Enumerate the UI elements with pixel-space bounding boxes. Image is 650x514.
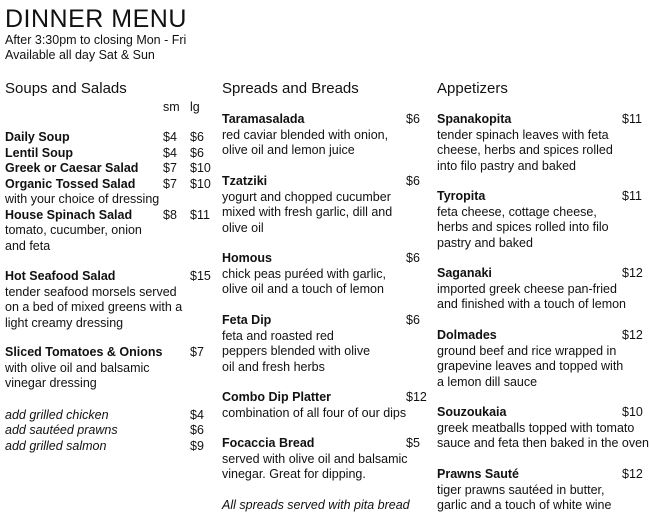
size-header xyxy=(5,100,215,116)
item-description: feta and roasted red peppers blended with olive oil and fresh herbs xyxy=(222,328,371,374)
size-sm-label: sm xyxy=(163,100,180,114)
item-price: $12 xyxy=(622,328,643,342)
item-description: served with olive oil and balsamic vinegar. Great for dipping. xyxy=(222,451,408,481)
item-description: tender spinach leaves with feta cheese, herbs and spices rolled into filo pastry and baked xyxy=(437,127,613,173)
item-name: Greek or Caesar Salad xyxy=(5,161,139,175)
item-description: with your choice of dressing xyxy=(5,192,160,206)
menu-item-lentil-soup xyxy=(5,146,215,162)
menu-item-souzoukaia xyxy=(437,405,647,467)
item-price-lg: $10 xyxy=(190,176,211,191)
item-description: imported greek cheese pan-fried and finished with a touch of lemon xyxy=(437,281,627,311)
item-description: tiger prawns sautéed in butter, garlic and a touch of white wine xyxy=(437,482,612,512)
item-name: Souzoukaia xyxy=(437,405,507,419)
item-price-sm: $8 xyxy=(163,207,177,222)
appetizers-column xyxy=(437,80,647,514)
item-name: Feta Dip xyxy=(222,313,272,327)
item-name: Organic Tossed Salad xyxy=(5,176,136,191)
hours-line-weekday: After 3:30pm to closing Mon - Fri xyxy=(5,33,187,47)
menu-item-feta-dip xyxy=(222,313,427,390)
menu-item-prawns-saute xyxy=(437,467,647,514)
item-description: greek meatballs topped with tomato sauce and feta then baked in the oven xyxy=(437,420,649,450)
addon-grilled-salmon xyxy=(5,439,215,455)
item-price: $15 xyxy=(190,269,211,283)
menu-item-taramasalada xyxy=(222,112,427,174)
item-name: Dolmades xyxy=(437,328,497,342)
addon-name: add grilled salmon xyxy=(5,438,107,453)
item-price: $6 xyxy=(406,112,420,126)
menu-item-combo-dip-platter xyxy=(222,390,427,436)
item-price-lg: $6 xyxy=(190,130,204,144)
item-name: Sliced Tomatoes & Onions xyxy=(5,345,163,359)
item-description: ground beef and rice wrapped in grapevine leaves and topped with a lemon dill sauce xyxy=(437,343,624,389)
menu-item-daily-soup xyxy=(5,130,215,146)
item-description: tender seafood morsels served on a bed of mixed greens with a light creamy dressing xyxy=(5,284,183,330)
item-price: $11 xyxy=(622,189,642,203)
spreads-breads-column xyxy=(222,80,427,514)
menu-item-organic-tossed-salad xyxy=(5,177,215,208)
item-price: $6 xyxy=(406,251,420,265)
item-description: yogurt and chopped cucumber mixed with fresh garlic, dill and olive oil xyxy=(222,189,393,235)
addon-price: $9 xyxy=(190,438,204,453)
menu-item-sliced-tomatoes xyxy=(5,345,215,392)
item-name: Taramasalada xyxy=(222,112,305,126)
menu-item-house-spinach-salad xyxy=(5,208,215,255)
menu-item-homous xyxy=(222,251,427,313)
addon-sauteed-prawns xyxy=(5,423,215,439)
size-lg-label: lg xyxy=(190,100,200,114)
item-name: Homous xyxy=(222,251,272,265)
addon-name: add sautéed prawns xyxy=(5,423,118,437)
spreads-note: All spreads served with pita bread xyxy=(222,498,410,512)
item-name: Tyropita xyxy=(437,189,486,203)
item-name: Spanakopita xyxy=(437,112,512,126)
item-price: $11 xyxy=(622,112,642,126)
item-price-lg: $10 xyxy=(190,161,211,175)
item-description: red caviar blended with onion, olive oil and lemon juice xyxy=(222,127,389,157)
menu-item-focaccia-bread xyxy=(222,436,427,498)
item-price: $12 xyxy=(406,390,427,404)
item-price: $10 xyxy=(622,405,643,419)
menu-item-tzatziki xyxy=(222,174,427,251)
item-price: $12 xyxy=(622,467,643,481)
item-price: $7 xyxy=(190,345,204,359)
item-price-sm: $7 xyxy=(163,176,177,191)
item-price: $6 xyxy=(406,313,420,327)
item-description: combination of all four of our dips xyxy=(222,405,407,420)
menu-item-hot-seafood-salad xyxy=(5,269,215,331)
item-price-sm: $4 xyxy=(163,130,177,144)
item-name: Combo Dip Platter xyxy=(222,390,332,404)
menu-item-spanakopita xyxy=(437,112,647,189)
item-description: feta cheese, cottage cheese, herbs and spices rolled into filo pastry and baked xyxy=(437,204,609,250)
item-name: House Spinach Salad xyxy=(5,207,133,222)
item-name: Hot Seafood Salad xyxy=(5,269,116,283)
addon-grilled-chicken xyxy=(5,408,215,424)
hours-line-weekend: Available all day Sat & Sun xyxy=(5,48,155,62)
item-price-sm: $7 xyxy=(163,161,177,175)
item-name: Tzatziki xyxy=(222,174,268,188)
item-name: Lentil Soup xyxy=(5,145,74,160)
item-price-lg: $6 xyxy=(190,145,204,160)
item-price: $12 xyxy=(622,266,643,280)
item-name: Focaccia Bread xyxy=(222,436,315,450)
soups-salads-column xyxy=(5,80,215,454)
item-price: $5 xyxy=(406,436,420,450)
item-name: Saganaki xyxy=(437,266,492,280)
item-price-lg: $11 xyxy=(190,207,210,222)
addon-price: $6 xyxy=(190,423,204,437)
appetizers-heading: Appetizers xyxy=(437,80,508,97)
item-description: tomato, cucumber, onion and feta xyxy=(5,223,142,253)
addon-name: add grilled chicken xyxy=(5,407,109,422)
item-description: chick peas puréed with garlic, olive oil and a touch of lemon xyxy=(222,266,386,296)
item-price: $6 xyxy=(406,174,420,188)
menu-item-saganaki xyxy=(437,266,647,328)
soups-heading: Soups and Salads xyxy=(5,80,127,97)
spreads-heading: Spreads and Breads xyxy=(222,80,359,97)
item-description: with olive oil and balsamic vinegar dressing xyxy=(5,360,150,390)
item-name: Daily Soup xyxy=(5,130,70,144)
menu-title: DINNER MENU xyxy=(5,5,187,33)
item-price-sm: $4 xyxy=(163,145,177,160)
addon-price: $4 xyxy=(190,407,204,422)
item-name: Prawns Sauté xyxy=(437,467,519,481)
menu-item-dolmades xyxy=(437,328,647,405)
menu-item-tyropita xyxy=(437,189,647,266)
menu-item-greek-caesar-salad xyxy=(5,161,215,177)
